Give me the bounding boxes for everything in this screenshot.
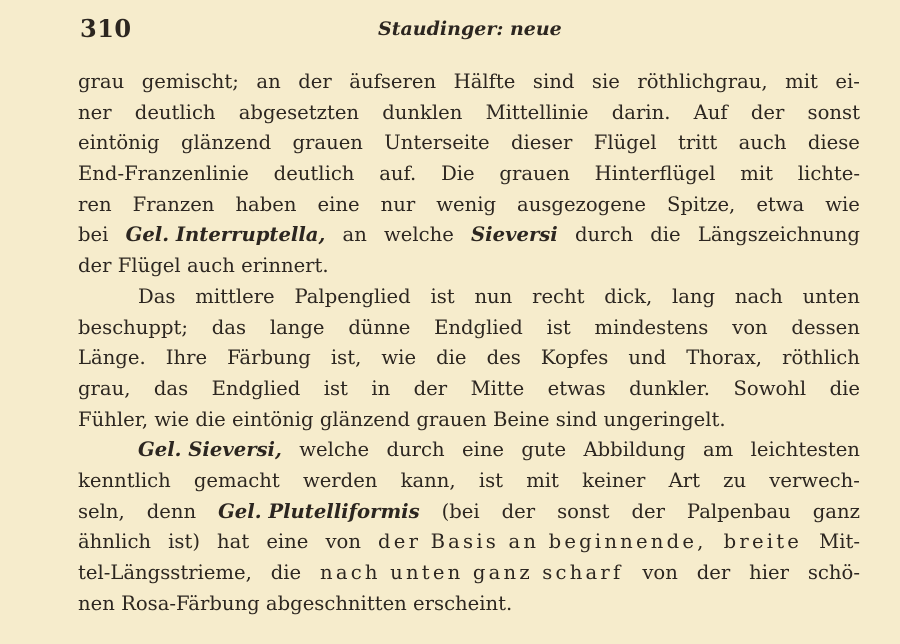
word: Endglied bbox=[211, 376, 301, 400]
word: Fühler, bbox=[78, 407, 149, 431]
word: nach unten ganz scharf bbox=[320, 561, 624, 584]
word: Längszeichnung bbox=[697, 223, 860, 247]
running-title: Staudinger: neue bbox=[378, 18, 562, 40]
word: gute bbox=[521, 438, 567, 462]
paragraph bbox=[78, 282, 860, 435]
word: an bbox=[342, 223, 367, 247]
word: Gel. Sieversi, bbox=[138, 438, 282, 462]
word: der Basis an beginnende, bbox=[378, 530, 707, 554]
word: am bbox=[702, 438, 734, 462]
word: dunklen bbox=[382, 100, 463, 124]
word: die bbox=[650, 223, 681, 247]
word: mittlere bbox=[195, 284, 275, 308]
word: ähnlich bbox=[78, 530, 152, 554]
word: Abbildung bbox=[583, 438, 686, 462]
word: sind bbox=[555, 407, 598, 431]
word: wie bbox=[825, 192, 860, 216]
word: röthlich bbox=[782, 346, 860, 370]
word: eine bbox=[266, 530, 309, 554]
word: ei- bbox=[835, 70, 860, 93]
body-text bbox=[78, 67, 860, 619]
word: ist) bbox=[168, 530, 200, 554]
word: Auf bbox=[693, 100, 728, 124]
word: wenig bbox=[436, 192, 497, 216]
text-line bbox=[78, 282, 860, 313]
word: darin. bbox=[611, 100, 671, 124]
word: leichtesten bbox=[750, 438, 860, 462]
word: Rosa-Färbung bbox=[121, 591, 260, 615]
word: Mitte bbox=[470, 376, 525, 400]
text-line bbox=[78, 497, 860, 528]
word: Ihre bbox=[165, 346, 208, 370]
word: der bbox=[78, 254, 112, 278]
word: End-Franzenlinie bbox=[78, 162, 249, 186]
word: die bbox=[436, 346, 467, 370]
word: Mittellinie bbox=[485, 100, 589, 124]
word: haben bbox=[235, 192, 297, 216]
word: die bbox=[829, 376, 860, 400]
word: ungeringelt. bbox=[603, 407, 726, 431]
word: grau bbox=[78, 70, 125, 93]
word: erinnert. bbox=[241, 254, 329, 278]
word: kann, bbox=[400, 468, 456, 492]
word: lichte- bbox=[797, 162, 860, 186]
word: des bbox=[486, 346, 521, 370]
word: Die bbox=[441, 162, 475, 186]
word: äufseren bbox=[349, 70, 437, 93]
word: deutlich bbox=[273, 162, 355, 186]
word: die bbox=[195, 407, 226, 431]
word: deutlich bbox=[134, 100, 216, 124]
word: auch bbox=[186, 254, 235, 278]
paragraph bbox=[78, 435, 860, 619]
word: sind bbox=[532, 70, 575, 93]
word: eintönig bbox=[231, 407, 314, 431]
text-line bbox=[78, 98, 860, 129]
text-line bbox=[78, 159, 860, 190]
word: gemischt; bbox=[141, 70, 239, 93]
word: der bbox=[696, 561, 731, 584]
word: mit bbox=[785, 70, 818, 93]
word: ausgezogene bbox=[517, 192, 647, 216]
word: auch bbox=[738, 131, 787, 155]
word: hat bbox=[217, 530, 250, 554]
word: nur bbox=[380, 192, 416, 216]
text-line bbox=[78, 190, 860, 221]
word: ren bbox=[78, 192, 112, 216]
word: Sieversi bbox=[471, 223, 558, 247]
word: verwech- bbox=[769, 468, 860, 492]
word: das bbox=[153, 376, 189, 400]
word: auf. bbox=[379, 162, 417, 186]
text-line bbox=[78, 128, 860, 159]
word: der bbox=[501, 499, 536, 523]
word: die bbox=[270, 561, 302, 584]
word: der bbox=[298, 70, 332, 93]
word: röthlichgrau, bbox=[637, 70, 768, 93]
word: ner bbox=[78, 100, 112, 124]
word: eine bbox=[317, 192, 360, 216]
word: welche bbox=[299, 438, 370, 462]
word: Das bbox=[138, 284, 176, 308]
word: abgeschnitten bbox=[265, 591, 407, 615]
word: Endglied bbox=[434, 315, 523, 339]
word: bei bbox=[78, 223, 109, 247]
word: Art bbox=[668, 468, 700, 492]
text-line bbox=[78, 527, 860, 558]
word: etwas bbox=[547, 376, 606, 400]
word: ist bbox=[323, 376, 348, 400]
word: grauen bbox=[292, 131, 363, 155]
word: Länge. bbox=[78, 346, 146, 370]
word: der bbox=[750, 100, 785, 124]
text-line bbox=[78, 220, 860, 251]
text-line bbox=[78, 466, 860, 497]
word: breite bbox=[723, 530, 803, 554]
word: von bbox=[732, 315, 768, 339]
word: nun bbox=[474, 284, 513, 308]
word: an bbox=[256, 70, 281, 93]
word: Thorax, bbox=[686, 346, 762, 370]
word: Palpenbau bbox=[686, 499, 791, 523]
word: Hälfte bbox=[453, 70, 516, 93]
word: seln, bbox=[78, 499, 125, 523]
text-line bbox=[78, 313, 860, 344]
text-line bbox=[78, 558, 860, 589]
word: grauen bbox=[416, 407, 487, 431]
word: tel-Längsstrieme, bbox=[78, 561, 252, 584]
word: lang bbox=[671, 284, 716, 308]
word: glänzend bbox=[319, 407, 411, 431]
word: (bei bbox=[441, 499, 480, 523]
word: Unterseite bbox=[384, 131, 490, 155]
word: Färbung bbox=[227, 346, 311, 370]
word: etwa bbox=[756, 192, 805, 216]
word: Hinterflügel bbox=[594, 162, 716, 186]
word: glänzend bbox=[180, 131, 272, 155]
word: nach bbox=[734, 284, 783, 308]
word: das bbox=[211, 315, 247, 339]
word: der bbox=[631, 499, 665, 523]
text-line bbox=[78, 343, 860, 374]
text-line bbox=[78, 589, 860, 620]
word: diese bbox=[807, 131, 860, 155]
word: ist bbox=[430, 284, 455, 308]
text-line bbox=[78, 251, 860, 282]
word: Palpenglied bbox=[294, 284, 411, 308]
word: dunkler. bbox=[629, 376, 711, 400]
paragraph bbox=[78, 67, 860, 282]
word: Franzen bbox=[132, 192, 215, 216]
word: grauen bbox=[499, 162, 570, 186]
word: grau, bbox=[78, 376, 131, 400]
word: ist bbox=[546, 315, 571, 339]
word: werden bbox=[302, 468, 378, 492]
word: durch bbox=[574, 223, 634, 247]
word: Spitze, bbox=[667, 192, 736, 216]
word: eine bbox=[461, 438, 505, 462]
word: von bbox=[642, 561, 678, 584]
word: keiner bbox=[582, 468, 646, 492]
text-line bbox=[78, 374, 860, 405]
word: abgesetzten bbox=[238, 100, 360, 124]
word: unten bbox=[802, 284, 860, 308]
word: dieser bbox=[510, 131, 573, 155]
word: Flügel bbox=[593, 131, 657, 155]
word: ist, bbox=[330, 346, 362, 370]
word: nen bbox=[78, 591, 115, 615]
text-line bbox=[78, 435, 860, 466]
word: dünne bbox=[348, 315, 411, 339]
word: dick, bbox=[604, 284, 653, 308]
word: erscheint. bbox=[413, 591, 513, 615]
word: durch bbox=[386, 438, 445, 462]
page-header bbox=[0, 0, 900, 60]
word: tritt bbox=[677, 131, 718, 155]
word: zu bbox=[723, 468, 747, 492]
word: der bbox=[413, 376, 448, 400]
word: kenntlich bbox=[78, 468, 171, 492]
word: in bbox=[371, 376, 391, 400]
page-number: 310 bbox=[80, 14, 132, 43]
text-line bbox=[78, 67, 860, 98]
word: sonst bbox=[807, 100, 860, 124]
word: ganz bbox=[812, 499, 860, 523]
word: sonst bbox=[557, 499, 610, 523]
word: mindestens bbox=[594, 315, 709, 339]
word: Mit- bbox=[819, 530, 860, 554]
word: dessen bbox=[791, 315, 860, 339]
word: gemacht bbox=[193, 468, 280, 492]
word: mit bbox=[526, 468, 559, 492]
word: von bbox=[325, 530, 361, 554]
word: Gel. Interruptella, bbox=[125, 223, 326, 247]
word: eintönig bbox=[78, 131, 160, 155]
word: Beine bbox=[493, 407, 550, 431]
word: mit bbox=[740, 162, 774, 186]
word: Flügel bbox=[117, 254, 181, 278]
word: Kopfes bbox=[540, 346, 609, 370]
word: denn bbox=[146, 499, 197, 523]
word: wie bbox=[154, 407, 190, 431]
word: welche bbox=[384, 223, 454, 247]
word: sie bbox=[591, 70, 620, 93]
word: ist bbox=[478, 468, 504, 492]
text-line bbox=[78, 405, 860, 436]
word: Sowohl bbox=[733, 376, 807, 400]
word: wie bbox=[381, 346, 417, 370]
word: schö- bbox=[807, 561, 860, 584]
word: hier bbox=[749, 561, 789, 584]
word: recht bbox=[532, 284, 585, 308]
word: und bbox=[628, 346, 667, 370]
word: beschuppt; bbox=[78, 315, 188, 339]
word: lange bbox=[269, 315, 325, 339]
word: Gel. Plutelliformis bbox=[218, 499, 420, 523]
